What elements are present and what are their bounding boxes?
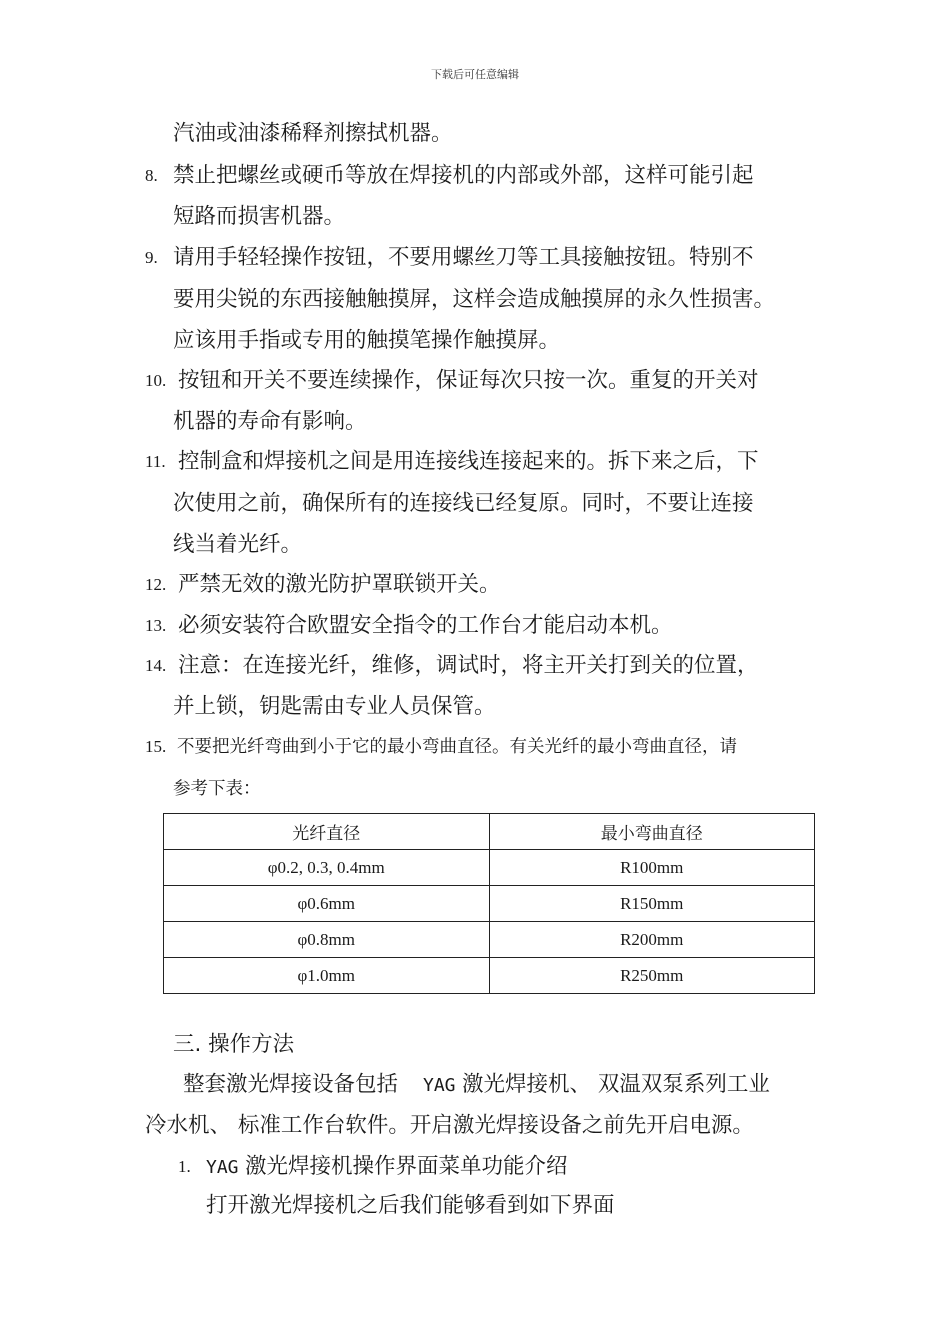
table-cell: φ0.8mm (164, 922, 490, 958)
subsection-number: 1. (178, 1157, 191, 1176)
item-text: 次使用之前，确保所有的连接线已经复原。同时，不要让连接 (173, 491, 754, 516)
table-cell: R200mm (489, 922, 815, 958)
subsection-title: 激光焊接机操作界面菜单功能介绍 (245, 1154, 568, 1179)
fiber-bend-table (163, 813, 815, 994)
table-cell: φ1.0mm (164, 958, 490, 994)
item-number: 15. (145, 737, 167, 756)
column-header-fiber-diameter: 光纤直径 (164, 814, 490, 850)
item-text: 要用尖锐的东西接触触摸屏，这样会造成触摸屏的永久性损害。 (173, 287, 776, 312)
item-text: 禁止把螺丝或硬币等放在焊接机的内部或外部，这样可能引起 (173, 163, 754, 188)
table-row (164, 958, 815, 994)
item-number: 12. (145, 575, 167, 594)
item-number: 9. (145, 248, 158, 267)
section-title: 三. 操作方法 (173, 1032, 295, 1057)
subsection-title-yag: YAG (206, 1157, 239, 1178)
item-text: 注意：在连接光纤，维修，调试时，将主开关打到关的位置， (178, 653, 759, 678)
table-cell: R150mm (489, 886, 815, 922)
item-number: 8. (145, 166, 158, 185)
item-text: 线当着光纤。 (173, 532, 303, 557)
table-row (164, 886, 815, 922)
page-header: 下载后可任意编辑 (431, 68, 519, 81)
item-text: 不要把光纤弯曲到小于它的最小弯曲直径。有关光纤的最小弯曲直径，请 (177, 737, 737, 757)
item-number: 14. (145, 656, 167, 675)
item-text: 汽油或油漆稀释剂擦拭机器。 (173, 121, 453, 146)
item-text: 应该用手指或专用的触摸笔操作触摸屏。 (173, 328, 561, 353)
table-row (164, 850, 815, 886)
paragraph-text: 激光焊接机、 双温双泵系列工业 (462, 1072, 770, 1097)
item-number: 11. (145, 452, 166, 471)
paragraph-text: 冷水机、 标准工作台软件。开启激光焊接设备之前先开启电源。 (145, 1113, 754, 1138)
column-header-min-bend-diameter: 最小弯曲直径 (489, 814, 815, 850)
table-cell: R250mm (489, 958, 815, 994)
item-text: 机器的寿命有影响。 (173, 409, 367, 434)
table-cell: φ0.2, 0.3, 0.4mm (164, 850, 490, 886)
table-cell: R100mm (489, 850, 815, 886)
item-text: 并上锁，钥匙需由专业人员保管。 (173, 694, 496, 719)
table-cell: φ0.6mm (164, 886, 490, 922)
item-text: 按钮和开关不要连续操作，保证每次只按一次。重复的开关对 (178, 368, 759, 393)
item-text: 参考下表： (173, 779, 261, 799)
paragraph-text: 整套激光焊接设备包括 (183, 1072, 399, 1097)
item-number: 13. (145, 616, 167, 635)
item-text: 控制盒和焊接机之间是用连接线连接起来的。拆下来之后，下 (178, 449, 759, 474)
item-text: 严禁无效的激光防护罩联锁开关。 (178, 572, 501, 597)
paragraph-text: 打开激光焊接机之后我们能够看到如下界面 (206, 1193, 615, 1218)
item-number: 10. (145, 371, 167, 390)
table-row (164, 922, 815, 958)
table-header-row (164, 814, 815, 850)
item-text: 必须安装符合欧盟安全指令的工作台才能启动本机。 (178, 613, 673, 638)
item-text: 请用手轻轻操作按钮，不要用螺丝刀等工具接触按钮。特别不 (173, 245, 754, 270)
paragraph-text-yag: YAG (423, 1075, 456, 1096)
item-text: 短路而损害机器。 (173, 204, 346, 229)
